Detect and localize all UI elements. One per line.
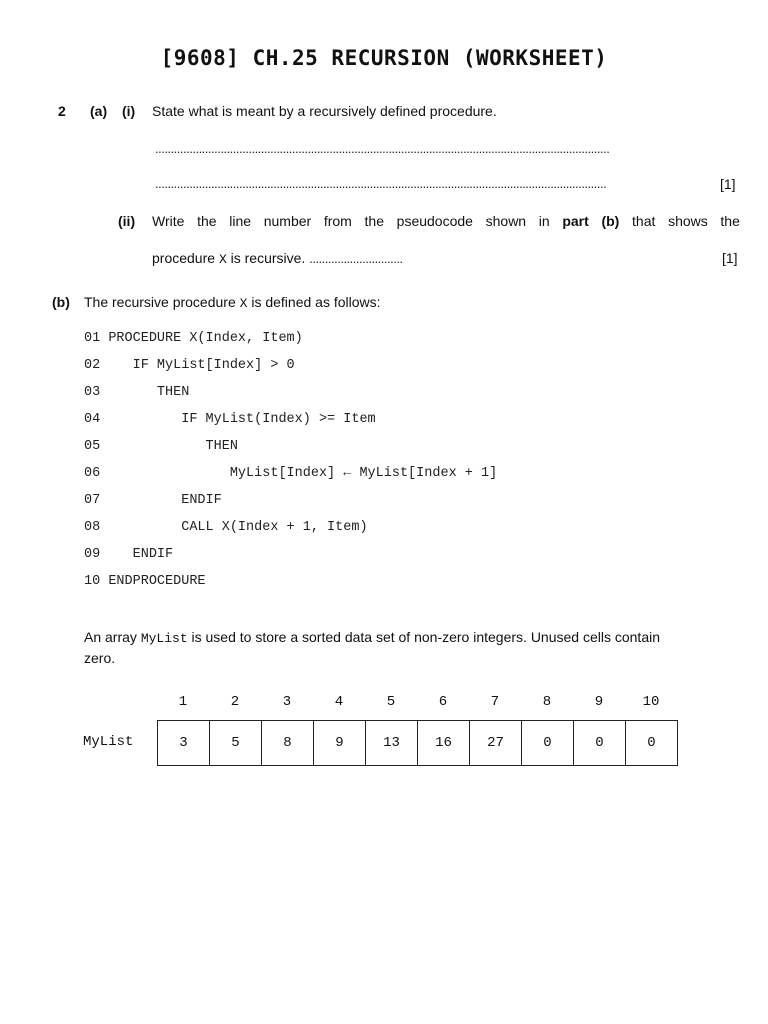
code-line <box>84 439 238 454</box>
line-number: 02 <box>84 358 101 373</box>
code-inline: X <box>218 252 227 267</box>
code-line <box>84 358 295 373</box>
mylist-table <box>157 720 678 766</box>
line-number: 08 <box>84 520 101 535</box>
word: pseudocode <box>396 213 473 229</box>
code-text: ENDPROCEDURE <box>108 574 206 589</box>
answer-line[interactable]: .................................................................................................................................................. <box>155 141 610 156</box>
line-number: 05 <box>84 439 101 454</box>
table-row <box>158 721 678 766</box>
code-inline: MyList <box>140 631 188 646</box>
line-number: 07 <box>84 493 101 508</box>
array-index: 2 <box>230 694 240 710</box>
array-description <box>84 629 660 646</box>
marks-label: [1] <box>722 250 738 266</box>
code-text: IF MyList[Index] > 0 <box>108 358 295 373</box>
question-a-ii-text-line-2 <box>152 250 403 267</box>
line-number: 09 <box>84 547 101 562</box>
line-number: 03 <box>84 385 101 400</box>
line-number: 01 <box>84 331 101 346</box>
array-cell: 27 <box>470 721 522 766</box>
array-cell: 0 <box>522 721 574 766</box>
array-cell: 5 <box>210 721 262 766</box>
array-label: MyList <box>83 734 134 750</box>
array-index-row <box>157 694 677 710</box>
array-cell: 16 <box>418 721 470 766</box>
word: shows <box>668 213 708 229</box>
word: number <box>263 213 312 229</box>
array-index: 10 <box>642 694 660 710</box>
array-index: 9 <box>594 694 604 710</box>
text: An array <box>84 629 141 645</box>
array-index: 1 <box>178 694 188 710</box>
code-line <box>84 547 173 562</box>
word: (b) <box>601 213 620 229</box>
text: is used to store a sorted data set of non-zero integers. Unused cells contain <box>187 629 661 645</box>
sub-i-label: (i) <box>122 103 136 119</box>
array-cell: 8 <box>262 721 314 766</box>
word: the <box>364 213 384 229</box>
array-index: 5 <box>386 694 396 710</box>
code-text: MyList[Index] ← MyList[Index + 1] <box>108 466 498 481</box>
array-cell: 0 <box>626 721 678 766</box>
part-b-intro <box>84 294 381 311</box>
code-line <box>84 331 303 346</box>
code-text: ENDIF <box>108 547 174 562</box>
array-cell: 0 <box>574 721 626 766</box>
array-index: 3 <box>282 694 292 710</box>
word: shown <box>485 213 527 229</box>
code-inline: X <box>239 296 248 311</box>
sub-ii-label: (ii) <box>118 213 136 229</box>
array-cell: 9 <box>314 721 366 766</box>
word: in <box>538 213 550 229</box>
part-b-label: (b) <box>52 294 70 310</box>
question-a-i-text: State what is meant by a recursively defined procedure. <box>152 103 497 119</box>
word: from <box>323 213 352 229</box>
text: is recursive. <box>226 250 310 266</box>
marks-label: [1] <box>720 176 736 192</box>
text: procedure <box>152 250 219 266</box>
code-line <box>84 574 206 589</box>
answer-line[interactable]: ................................................................................................................................................. <box>155 176 607 191</box>
array-cell: 3 <box>158 721 210 766</box>
code-text: THEN <box>108 439 238 454</box>
part-a-label: (a) <box>90 103 108 119</box>
code-line <box>84 466 497 481</box>
word: part <box>562 213 589 229</box>
line-number: 10 <box>84 574 101 589</box>
word: line <box>229 213 252 229</box>
code-text: CALL X(Index + 1, Item) <box>108 520 368 535</box>
code-line <box>84 493 222 508</box>
question-a-ii-text-line-1 <box>152 213 740 229</box>
code-text: IF MyList(Index) >= Item <box>108 412 376 427</box>
line-number: 06 <box>84 466 101 481</box>
question-number: 2 <box>58 103 66 119</box>
array-description-line-2: zero. <box>84 650 116 666</box>
word: the <box>197 213 217 229</box>
code-text: THEN <box>108 385 190 400</box>
line-number: 04 <box>84 412 101 427</box>
array-cell: 13 <box>366 721 418 766</box>
page-title: [9608] CH.25 RECURSION (WORKSHEET) <box>160 46 608 70</box>
code-line <box>84 412 376 427</box>
code-line <box>84 520 368 535</box>
answer-line[interactable]: .............................. <box>309 251 403 266</box>
word: Write <box>152 213 185 229</box>
word: that <box>632 213 656 229</box>
text: The recursive procedure <box>84 294 240 310</box>
code-text: PROCEDURE X(Index, Item) <box>108 331 303 346</box>
word: the <box>720 213 740 229</box>
array-index: 8 <box>542 694 552 710</box>
array-index: 4 <box>334 694 344 710</box>
array-index: 7 <box>490 694 500 710</box>
code-text: ENDIF <box>108 493 222 508</box>
code-line <box>84 385 189 400</box>
array-index: 6 <box>438 694 448 710</box>
text: is defined as follows: <box>247 294 381 310</box>
